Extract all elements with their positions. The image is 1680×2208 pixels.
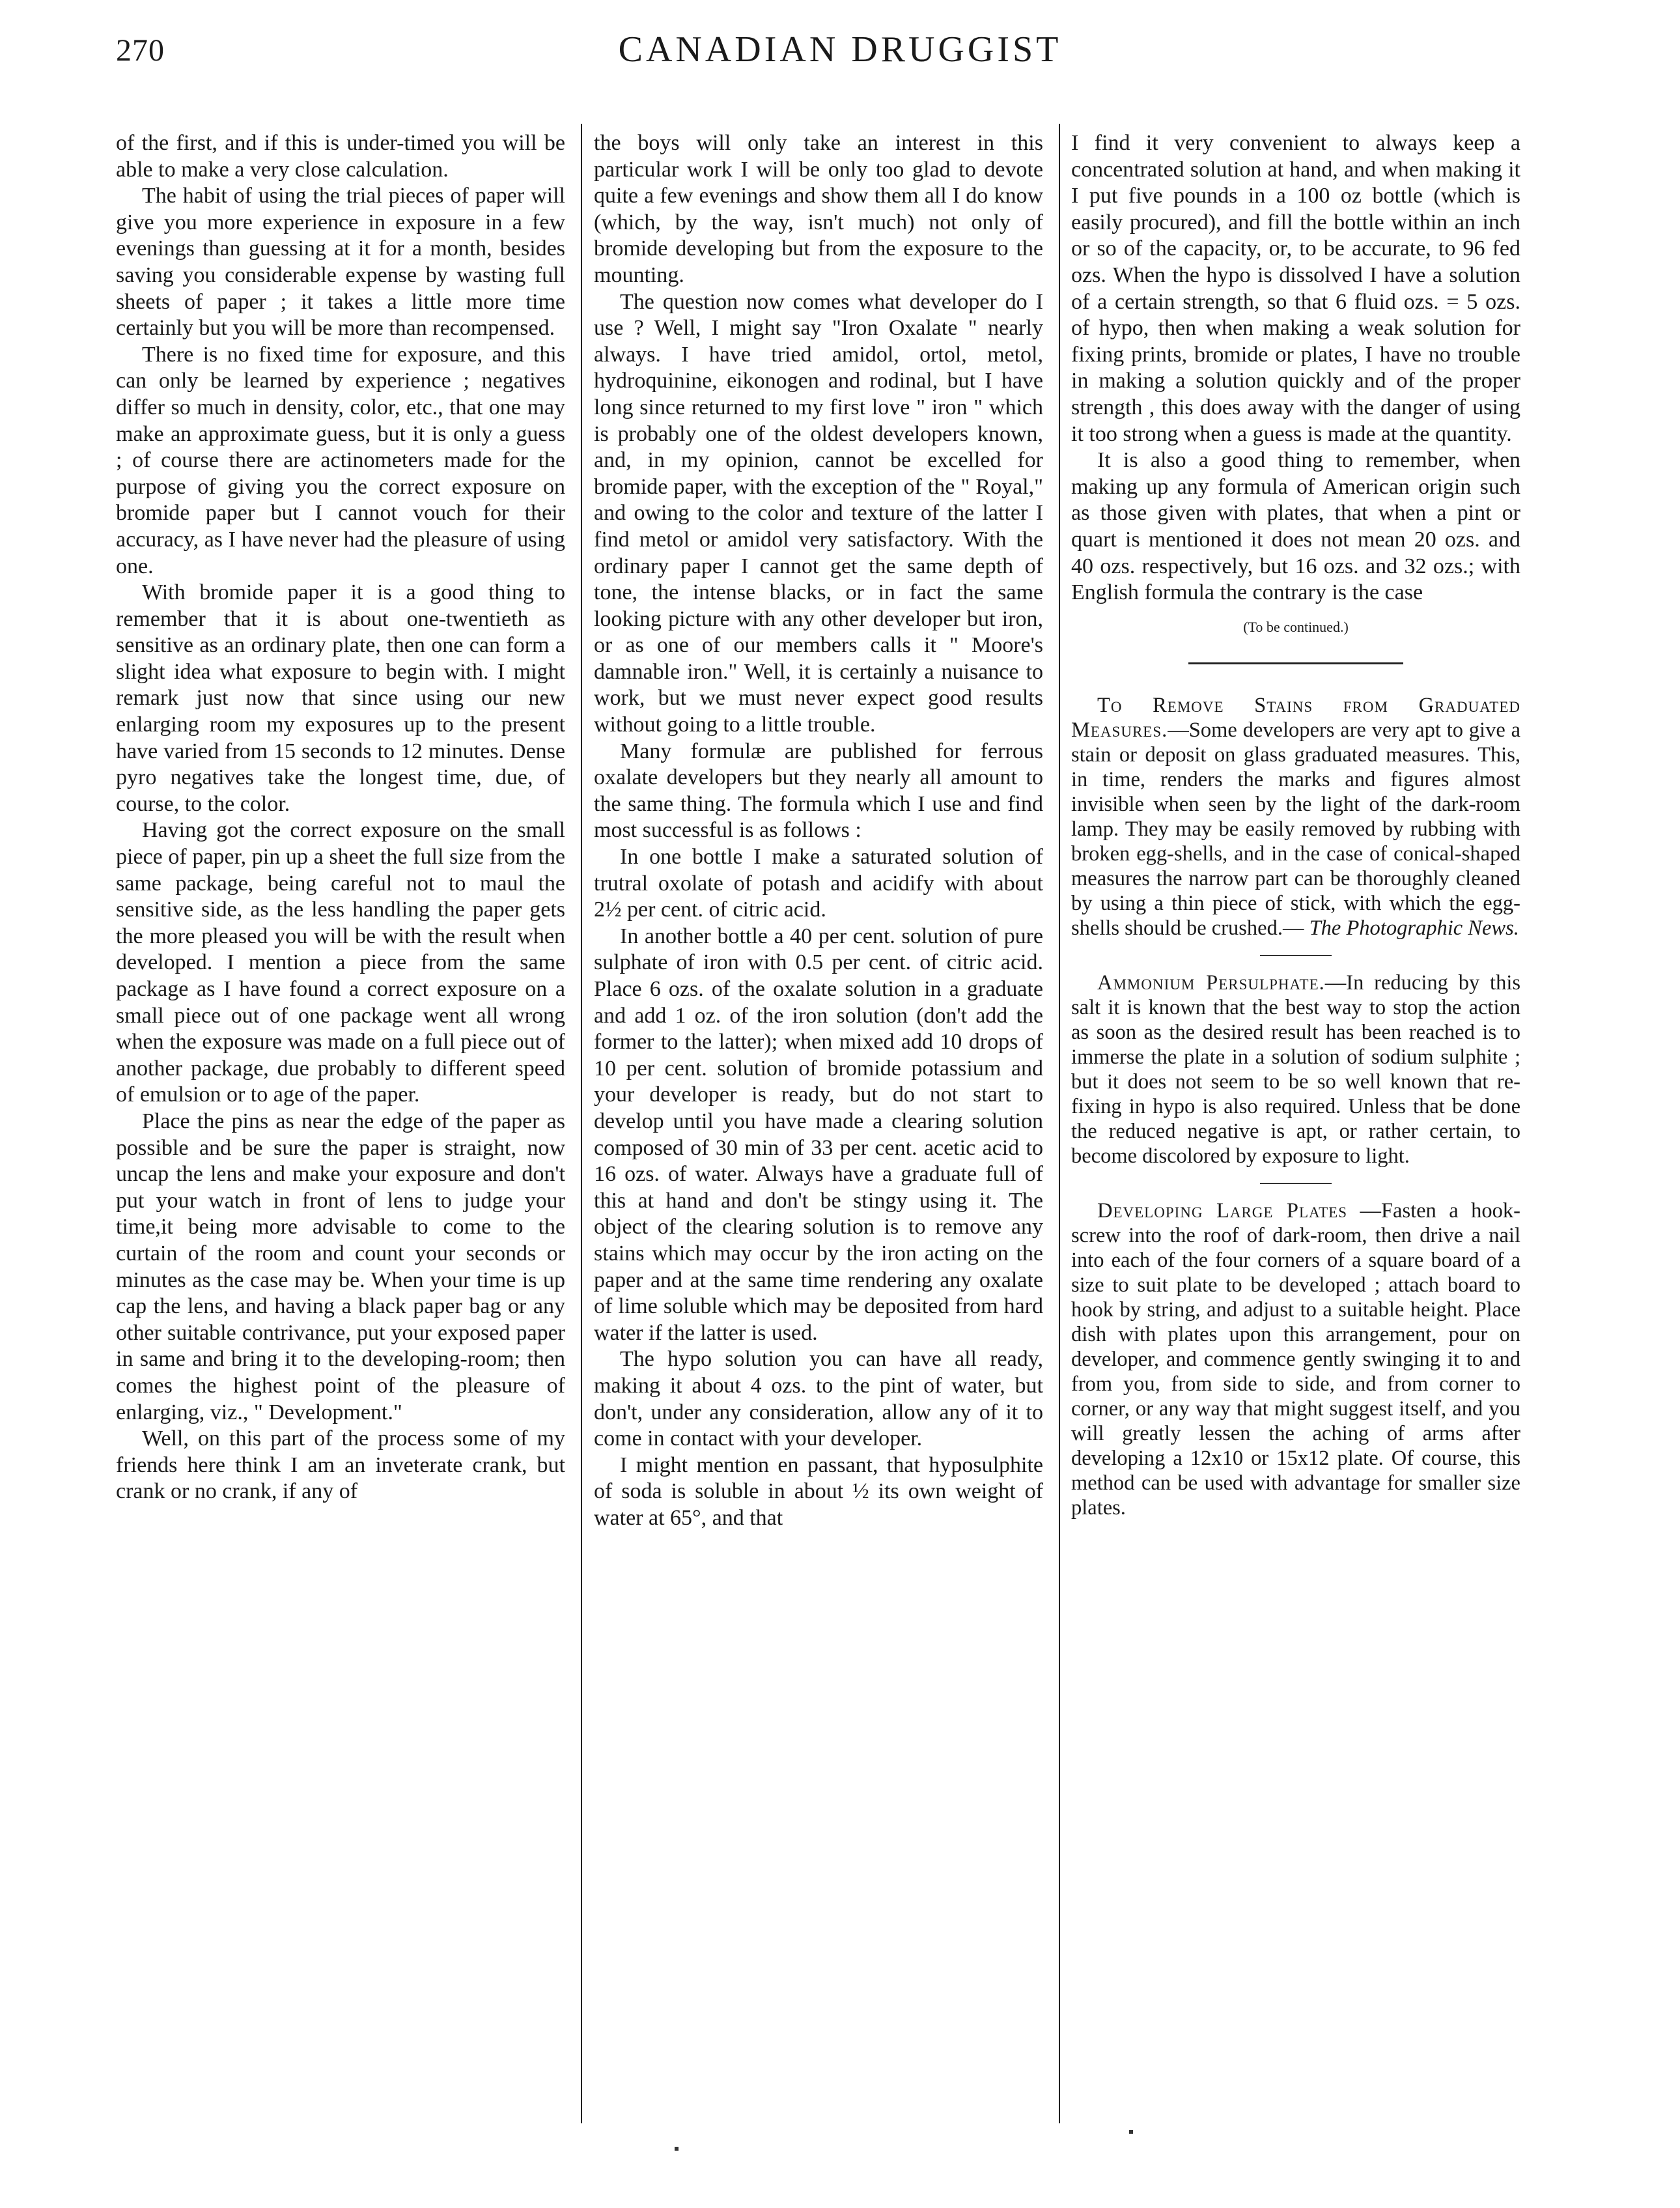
paragraph: the boys will only take an interest in this particular work I will be only too glad to devote quite a few evenings and show them all I do know (which, by the way, isn't much) not only of bromide developing but from the exposure to the mounting. bbox=[594, 131, 1043, 287]
print-speck bbox=[1129, 2130, 1133, 2134]
short-items bbox=[1071, 693, 1520, 1520]
paragraph: The hypo solution you can have all ready, making it about 4 ozs. to the pint of water, but don't, under any consideration, allow any of it to come in contact with your developer. bbox=[594, 1347, 1043, 1451]
journal-title: CANADIAN DRUGGIST bbox=[618, 29, 1062, 70]
paragraph: The habit of using the trial pieces of paper will give you more experience in exposure in a few evenings than guessing at it for a month, besides saving you considerable expense by wasting full sheets of paper ; it takes a little more time certainly but you will be more than recompensed. bbox=[116, 184, 565, 341]
item-title: To Remove Stains from Graduated Measures. bbox=[1071, 694, 1520, 743]
paragraph: Place the pins as near the edge of the paper as possible and be sure the paper is straight, now uncap the lens and make your exposure and don't put your watch in front of lens to judge your time,it being more advisable to come to the curtain of the room and count your seconds or minutes as the case may be. When your time is up cap the lens, and having a black paper bag or any other suitable contrivance, put your exposed paper in same and bring it to the developing-room; then comes the highest point of the pleasure of enlarging, viz., " Development." bbox=[116, 1109, 565, 1424]
news-item-large-plates bbox=[1071, 1198, 1520, 1520]
paragraph: of the first, and if this is under-timed you will be able to make a very close calculation. bbox=[116, 131, 565, 182]
item-rule bbox=[1260, 1183, 1332, 1184]
paragraph: The question now comes what developer do I use ? Well, I might say "Iron Oxalate " nearly always. I have tried amidol, ortol, metol, hydroquinine, eikonogen and rodinal, but I have long since returned to my first love " iron " which is probably one of the oldest developers known, and, in my opinion, cannot be excelled for bromide paper, with the exception of the " Royal," and owing to the color and texture of the latter I find metol or amidol very satisfactory. With the ordinary paper I cannot get the same depth of tone, the intense blacks, or in fact the same looking picture with any other developer but iron, or as one of our members calls it " Moore's damnable iron." Well, it is certainly a nuisance to work, but we must never expect good results without going to a little trouble. bbox=[594, 289, 1043, 737]
item-rule bbox=[1260, 955, 1332, 956]
item-title: Ammonium Persulphate. bbox=[1097, 971, 1325, 995]
news-item-graduated-measures bbox=[1071, 693, 1520, 941]
item-body: —In reducing by this salt it is known that the best way to stop the action as soon as the desired result has been reached is to immerse the plate in a solution of sodium sulphite ; but it does not seem to be so well known that re-fixing in hypo is also required. Unless that be done the reduced negative is apt, or rather certain, to become discolored by exposure to light. bbox=[1071, 971, 1520, 1168]
item-source: The Photographic News. bbox=[1309, 916, 1519, 941]
column-divider bbox=[581, 124, 582, 2123]
page-number: 270 bbox=[116, 33, 165, 68]
news-item-ammonium-persulphate bbox=[1071, 970, 1520, 1168]
column-2 bbox=[594, 130, 1043, 1531]
paragraph: In one bottle I make a saturated solution of trutral oxolate of potash and acidify with about 2½ per cent. of citric acid. bbox=[594, 845, 1043, 922]
paragraph: Having got the correct exposure on the small piece of paper, pin up a sheet the full size from the same package, being careful not to maul the sensitive side, as the less handling the paper gets the more pleased you will be with the result when developed. I mention a piece from the same package as I have found a correct exposure on a small piece out of one package went all wrong when the exposure was made on a full piece out of another package, due probably to different speed of emulsion or to age of the paper. bbox=[116, 818, 565, 1107]
paragraph: It is also a good thing to remember, when making up any formula of American origin such as those given with plates, that when a pint or quart is mentioned it does not mean 20 ozs. and 40 ozs. respectively, but 16 ozs. and 32 ozs.; with English formula the contrary is the case bbox=[1071, 448, 1520, 605]
paragraph: With bromide paper it is a good thing to remember that it is about one-twentieth as sensitive as an ordinary plate, then one can form a slight idea what exposure to begin with. I might remark just now that since using our new enlarging room my exposures up to the present have varied from 15 seconds to 12 minutes. Dense pyro negatives take the longest time, due, of course, to the color. bbox=[116, 580, 565, 816]
column-1 bbox=[116, 130, 565, 1505]
paragraph: In another bottle a 40 per cent. solution of pure sulphate of iron with 0.5 per cent. of citric acid. Place 6 ozs. of the oxalate solution in a graduate and add 1 oz. of the iron solution (don't add the former to the latter); when mixed add 10 drops of 10 per cent. solution of bromide potassium and your developer is ready, but do not start to develop until you have made a clearing solution composed of 30 min of 33 per cent. acetic acid to 16 ozs. of water. Always have a graduate full of this at hand and don't be stingy using it. The object of the clearing solution is to remove any stains which may occur by the iron acting on the paper and at the same time rendering any oxalate of lime soluble which may be deposited from hard water if the latter is used. bbox=[594, 924, 1043, 1345]
item-title: Developing Large Plates bbox=[1097, 1199, 1347, 1223]
paragraph: Well, on this part of the process some of my friends here think I am an inveterate crank, but crank or no crank, if any of bbox=[116, 1426, 565, 1504]
paragraph: Many formulæ are published for ferrous oxalate developers but they nearly all amount to the same thing. The formula which I use and find most successful is as follows : bbox=[594, 739, 1043, 843]
continued-note: (To be continued.) bbox=[1243, 618, 1349, 635]
column-divider bbox=[1059, 124, 1060, 2123]
item-body: —Some developers are very apt to give a stain or deposit on glass graduated measures. This, in time, renders the marks and figures almost invisible when seen by the light of the dark-room lamp. They may be easily removed by rubbing with broken egg-shells, and in the case of conical-shaped measures the narrow part can be thoroughly cleaned by using a thin piece of stick, with which the egg-shells should be crushed.— bbox=[1071, 718, 1520, 941]
column-3 bbox=[1071, 130, 1520, 1520]
item-body: —Fasten a hook-screw into the roof of dark-room, then drive a nail into each of the four corners of a square board of a size to suit plate to be developed ; attach board to hook by string, and adjust to a suitable height. Place dish with plates upon this arrangement, pour on developer, and commence gently swinging it to and from you, from side to side, and from corner to corner, or any way that might suggest itself, and you will greatly lessen the aching of arms after developing a 12x10 or 15x12 plate. Of course, this method can be used with advantage for smaller size plates. bbox=[1071, 1199, 1520, 1520]
section-rule bbox=[1188, 662, 1403, 664]
paragraph: I find it very convenient to always keep a concentrated solution at hand, and when making it I put five pounds in a 100 oz bottle (which is easily procured), and fill the bottle within an inch or so of the capacity, or, to be accurate, to 96 fed ozs. When the hypo is dissolved I have a solution of a certain strength, so that 6 fluid ozs. = 5 ozs. of hypo, then when making a weak solution for fixing prints, bromide or plates, I have no trouble in making a solution quickly and of the proper strength , this does away with the danger of using it too strong when a guess is made at the quantity. bbox=[1071, 131, 1520, 446]
paragraph: I might mention en passant, that hyposulphite of soda is soluble in about ½ its own weight of water at 65°, and that bbox=[594, 1452, 1043, 1530]
paragraph: There is no fixed time for exposure, and this can only be learned by experience ; negatives differ so much in density, color, etc., that one may make an approximate guess, but it is only a guess ; of course there are actinometers made for the purpose of giving you the correct exposure on bromide paper but I cannot vouch for their accuracy, as I have never had the pleasure of using one. bbox=[116, 342, 565, 578]
print-speck bbox=[675, 2147, 679, 2151]
